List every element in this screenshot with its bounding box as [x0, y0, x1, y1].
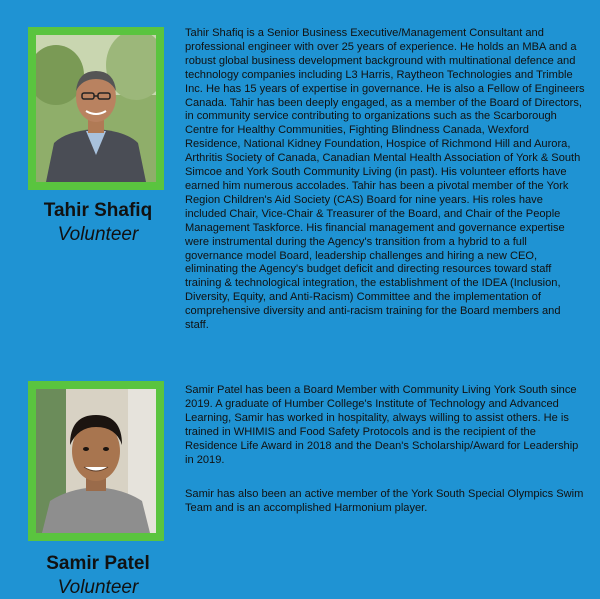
portrait-image	[36, 389, 156, 533]
profile-bio-paragraph: Samir has also been an active member of the York South Special Olympics Swim Team and is an accomplished Harmonium player.	[185, 488, 584, 514]
profile-photo-tahir	[36, 35, 156, 182]
profile-bio-paragraph: Samir Patel has been a Board Member with Community Living York South since 2019. A graduate of Humber College's Institute of Technology and Advanced Learning, Samir has worked in hospitality, always willing to assist others. He is trained in WHIMIS and Food Safety Protocols and is the recipient of the Residence Life Award in 2018 and the Dean's Scholarship/Award for Leadership in 2019.	[185, 384, 579, 466]
profile-photo-samir	[36, 389, 156, 533]
profile-photo-frame-tahir	[28, 27, 164, 190]
profile-name: Samir Patel	[46, 553, 150, 574]
profile-name: Tahir Shafiq	[43, 200, 153, 221]
portrait-image	[36, 35, 156, 182]
profile-role: Volunteer	[57, 224, 139, 245]
profile-role: Volunteer	[57, 577, 139, 598]
profile-photo-frame-samir	[28, 381, 164, 541]
profile-bio: Tahir Shafiq is a Senior Business Executive/Management Consultant and professional engineer with over 25 years of experience. He holds an MBA and a robust global business development background with multinational defence and technology companies including L3 Harris, Raytheon Technologies and Trimble Inc. He has 15 years of expertise in governance. He is also a Fellow of Engineers Canada. Tahir has been deeply engaged, as a member of the Board of Directors, in community service contributing to organizations such as the Scarborough Centre for Healthy Communities, Fighting Blindness Canada, Wexford Residence, National Kidney Foundation, Hospice of Richmond Hill and Aurora, Arthritis Society of Canada, Canadian Mental Health Association of York & South Simcoe and York South Community Living (in past). His volunteer efforts have earned him numerous accolades. Tahir has been a pivotal member of the York Region Children's Aid Society (CAS) Board for nine years. His roles have included Chair, Vice-Chair & Treasurer of the Board, and Chair of the People Management Taskforce. His financial management and governance expertise were instrumental during the Agency's transition from a hybrid to a full governance model Board, leadership challenges and hiring a new CEO, eliminating the Agency's budget deficit and directing resources toward staff training & technological integration, the establishment of the IDEA (Inclusion, Diversity, Equity, and Anti-Racism) Committee and the implementation of comprehensive diversity and anti-racism training for the Board members and staff.	[185, 27, 585, 332]
